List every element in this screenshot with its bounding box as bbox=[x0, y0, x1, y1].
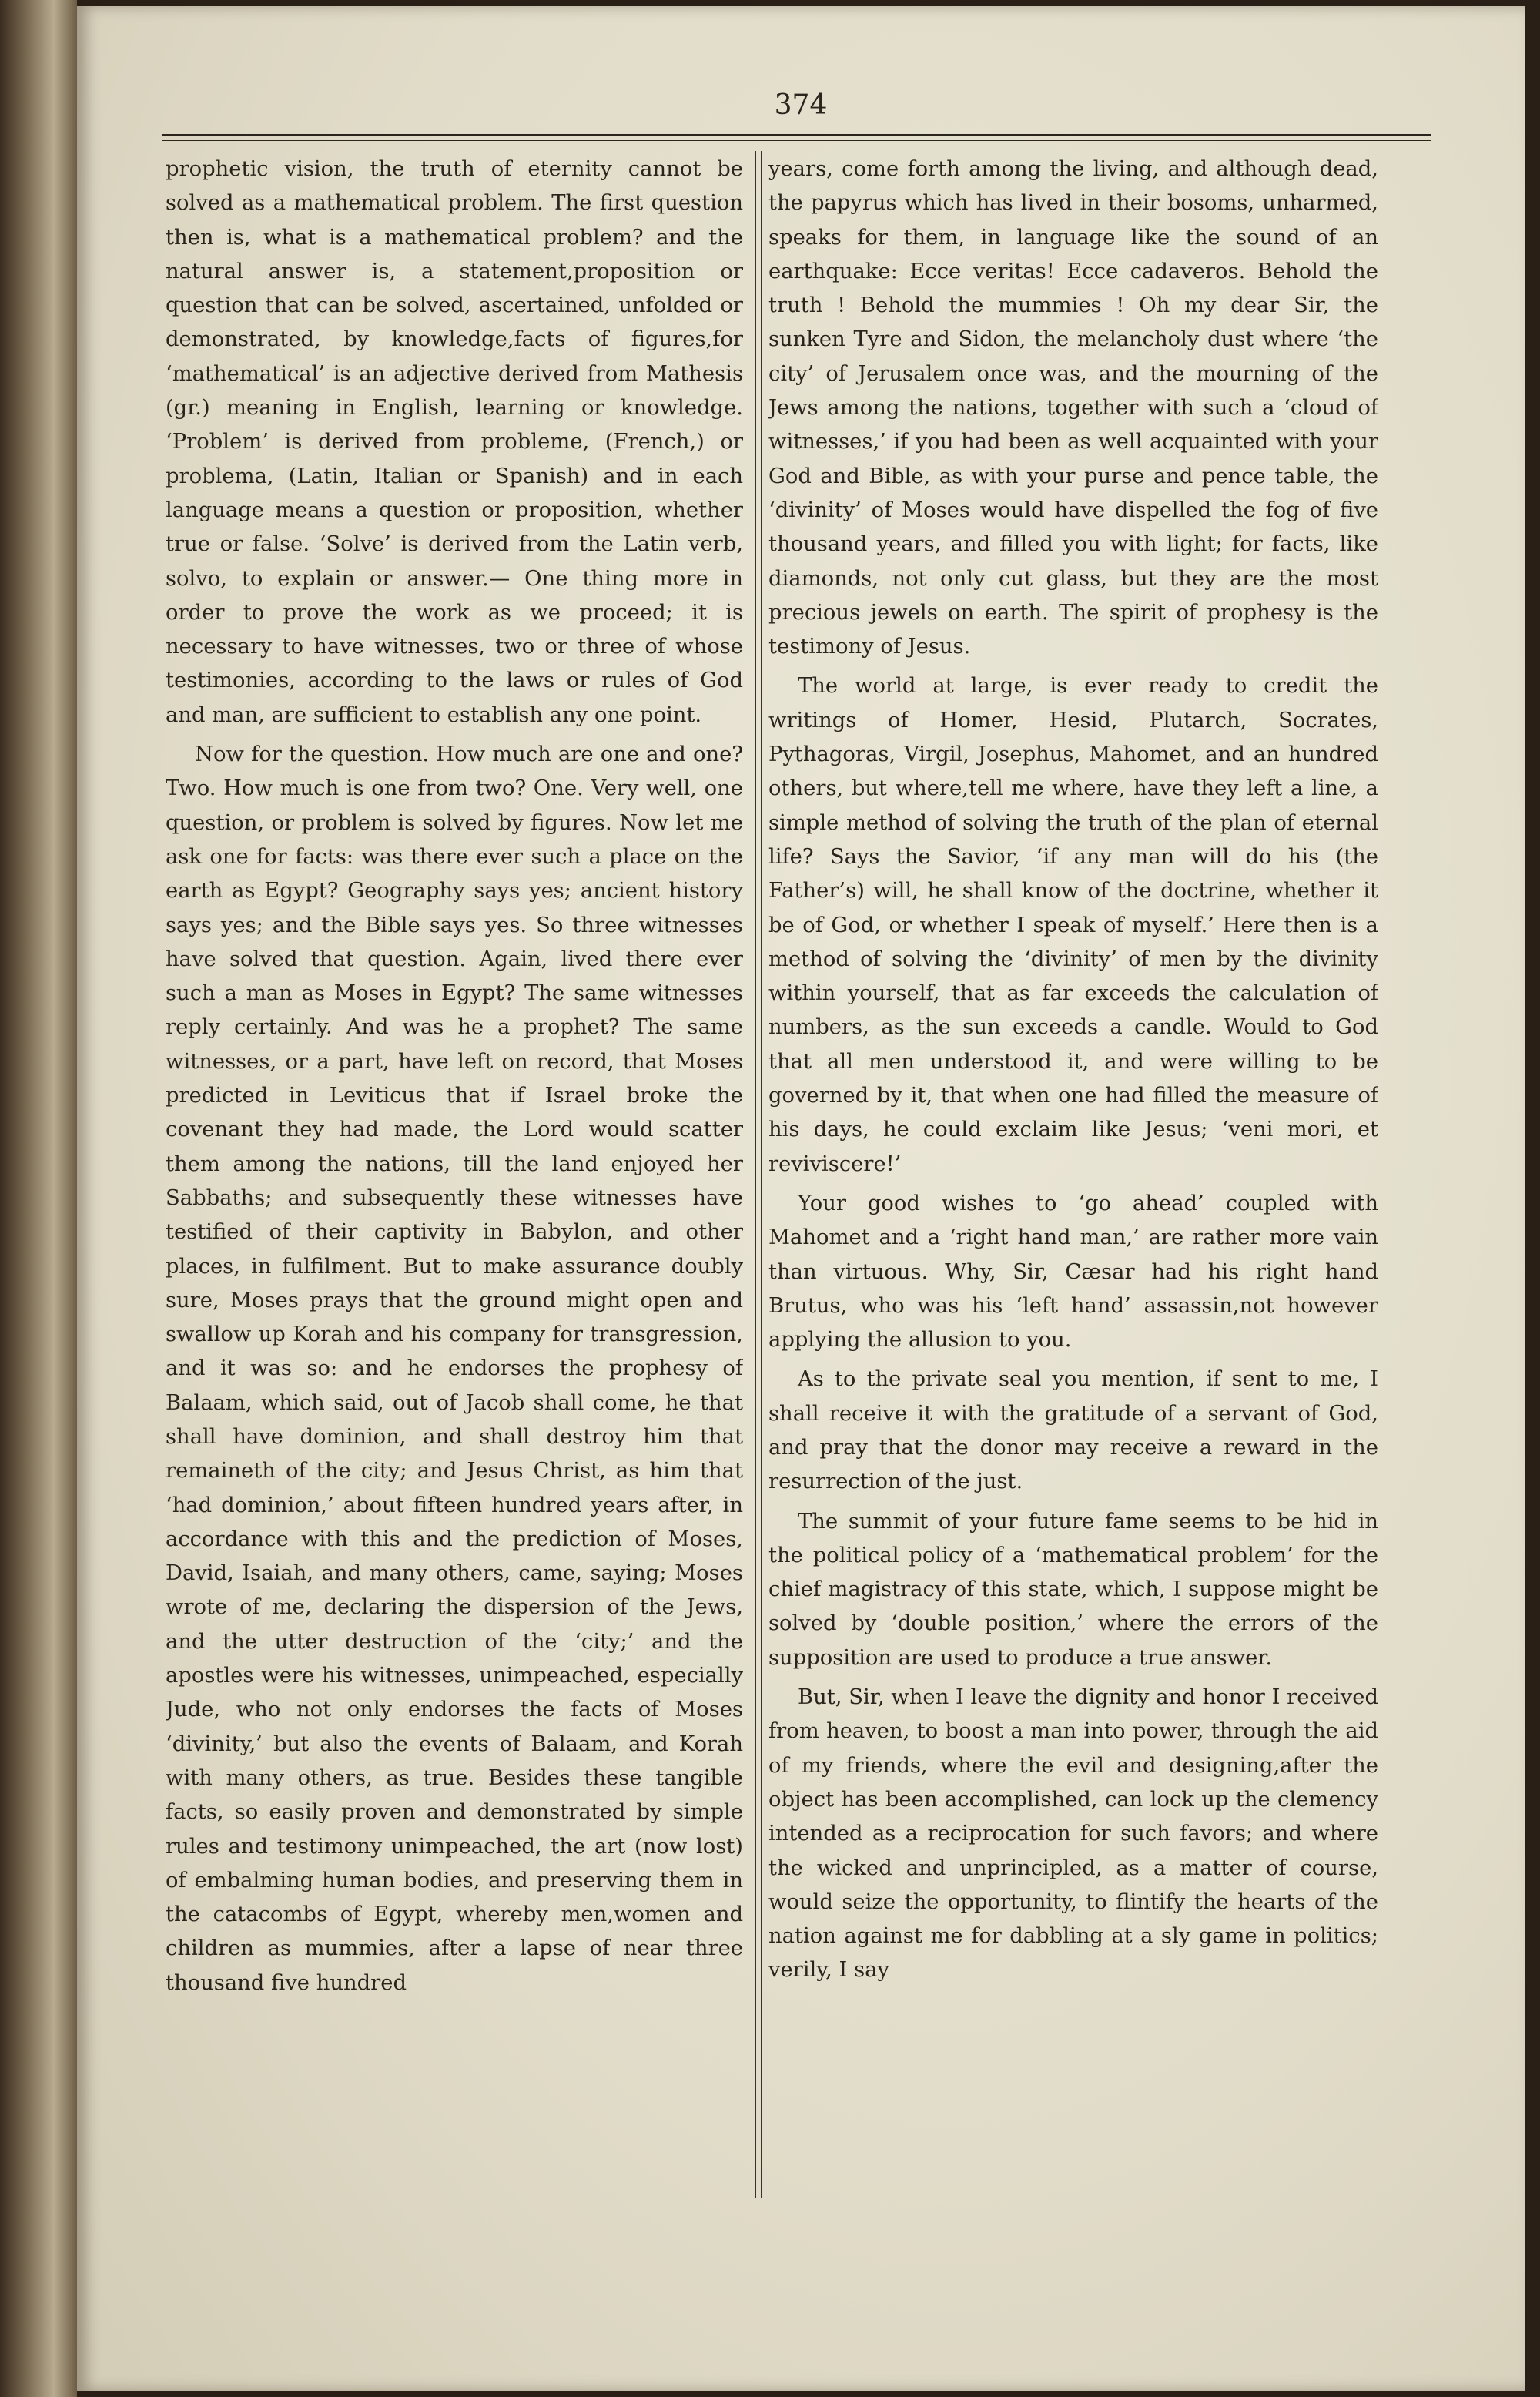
paragraph: As to the private seal you mention, if sent to me, I shall receive it with the gratitude of a servant of God, and pray that the donor may receive a reward in the resurrection of the just. bbox=[768, 1367, 1378, 1494]
paragraph: But, Sir, when I leave the dignity and honor I received from heaven, to boost a man into power, through the aid of my friends, where the evil and designing,after the object has been accomplished, can lock up the clemency intended as a reciprocation for such favors; and where the wicked and unprincipled, as a matter of course, would seize the opportunity, to flintify the hearts of the nation against me for dabbling at a sly game in politics; verily, I say bbox=[768, 1685, 1378, 1983]
column-divider-thin bbox=[761, 151, 762, 2198]
book-spine bbox=[0, 0, 77, 2397]
paragraph: The world at large, is ever ready to credit the writings of Homer, Hesid, Plutarch, Socrates, Pythagoras, Virgil, Josephus, Mahomet, and an hundred others, but where,tell me where, have they left a line, a simple method of solving the truth of the plan of eternal life? Says the Savior, ‘if any man will do his (the Father’s) will, he shall know of the doctrine, whether it be of God, or whether I speak of myself.’ Here then is a method of solving the ‘divinity’ of men by the divinity within yourself, that as far exceeds the calculation of numbers, as the sun exceeds a candle. Would to God that all men understood it, and were willing to be governed by it, that when one had filled the measure of his days, he could exclaim like Jesus; ‘veni mori, et reviviscere!’ bbox=[768, 674, 1378, 1176]
header-rule bbox=[162, 134, 1431, 136]
header-rule-thin bbox=[162, 140, 1431, 141]
column-divider bbox=[755, 151, 756, 2198]
paragraph: Now for the question. How much are one and one? Two. How much is one from two? One. Very well, one question, or problem is solved by figures. Now let me ask one for facts: was there ever such a place on the earth as Egypt? Geography says yes; ancient history says yes; and the Bible says yes. So three witnesses have solved that question. Again, lived there ever such a man as Moses in Egypt? The same witnesses reply certainly. And was he a prophet? The same witnesses, or a part, have left on record, that Moses predicted in Leviticus that if Israel broke the covenant they had made, the Lord would scatter them among the nations, till the land enjoyed her Sabbaths; and subsequently these witnesses have testified of their captivity in Babylon, and other places, in fulfilment. But to make assurance doubly sure, Moses prays that the ground might open and swallow up Korah and his company for transgression, and it was so: and he endorses the prophesy of Balaam, which said, out of Jacob shall come, he that shall have dominion, and shall destroy him that remaineth of the city; and Jesus Christ, as him that ‘had dominion,’ about fifteen hundred years after, in accordance with this and the prediction of Moses, David, Isaiah, and many others, came, saying; Moses wrote of me, declaring the dispersion of the Jews, and the utter destruction of the ‘city;’ and the apostles were his witnesses, unimpeached, especially Jude, who not only endorses the facts of Moses ‘divinity,’ but also the events of Balaam, and Korah with many others, as true. Besides these tangible facts, so easily proven and demonstrated by simple rules and testimony unimpeached, the art (now lost) of embalming human bodies, and preserving them in the catacombs of Egypt, whereby men,women and children as mummies, after a lapse of near three thousand five hundred bbox=[166, 743, 743, 1995]
book-page bbox=[77, 6, 1525, 2391]
paragraph: prophetic vision, the truth of eternity cannot be solved as a mathematical problem. The first question then is, what is a mathematical problem? and the natural answer is, a statement,proposition or question that can be solved, ascertained, unfolded or demonstrated, by knowledge,facts of figures,for ‘mathematical’ is an adjective derived from Mathesis (gr.) meaning in English, learning or knowledge. ‘Problem’ is derived from probleme, (French,) or problema, (Latin, Italian or Spanish) and in each language means a question or proposition, whether true or false. ‘Solve’ is derived from the Latin verb, solvo, to explain or answer.— One thing more in order to prove the work as we proceed; it is necessary to have witnesses, two or three of whose testimonies, according to the laws or rules of God and man, are sufficient to establish any one point. bbox=[166, 157, 743, 727]
left-column bbox=[166, 153, 743, 2201]
paragraph: Your good wishes to ‘go ahead’ coupled with Mahomet and a ‘right hand man,’ are rather more vain than virtuous. Why, Sir, Cæsar had his right hand Brutus, who was his ‘left hand’ assassin,not however applying the allusion to you. bbox=[768, 1191, 1378, 1353]
right-column bbox=[768, 153, 1378, 2201]
paragraph: The summit of your future fame seems to be hid in the political policy of a ‘mathematical problem’ for the chief magistracy of this state, which, I suppose might be solved by ‘double position,’ where the errors of the supposition are used to produce a true answer. bbox=[768, 1509, 1378, 1670]
page-number: 374 bbox=[774, 89, 828, 121]
paragraph: years, come forth among the living, and although dead, the papyrus which has lived in their bosoms, unharmed, speaks for them, in language like the sound of an earthquake: Ecce veritas! Ecce cadaveros. Behold the truth ! Behold the mummies ! Oh my dear Sir, the sunken Tyre and Sidon, the melancholy dust where ‘the city’ of Jerusalem once was, and the mourning of the Jews among the nations, together with such a ‘cloud of witnesses,’ if you had been as well acquainted with your God and Bible, as with your purse and pence table, the ‘divinity’ of Moses would have dispelled the fog of five thousand years, and filled you with light; for facts, like diamonds, not only cut glass, but they are the most precious jewels on earth. The spirit of prophesy is the testimony of Jesus. bbox=[768, 157, 1378, 659]
